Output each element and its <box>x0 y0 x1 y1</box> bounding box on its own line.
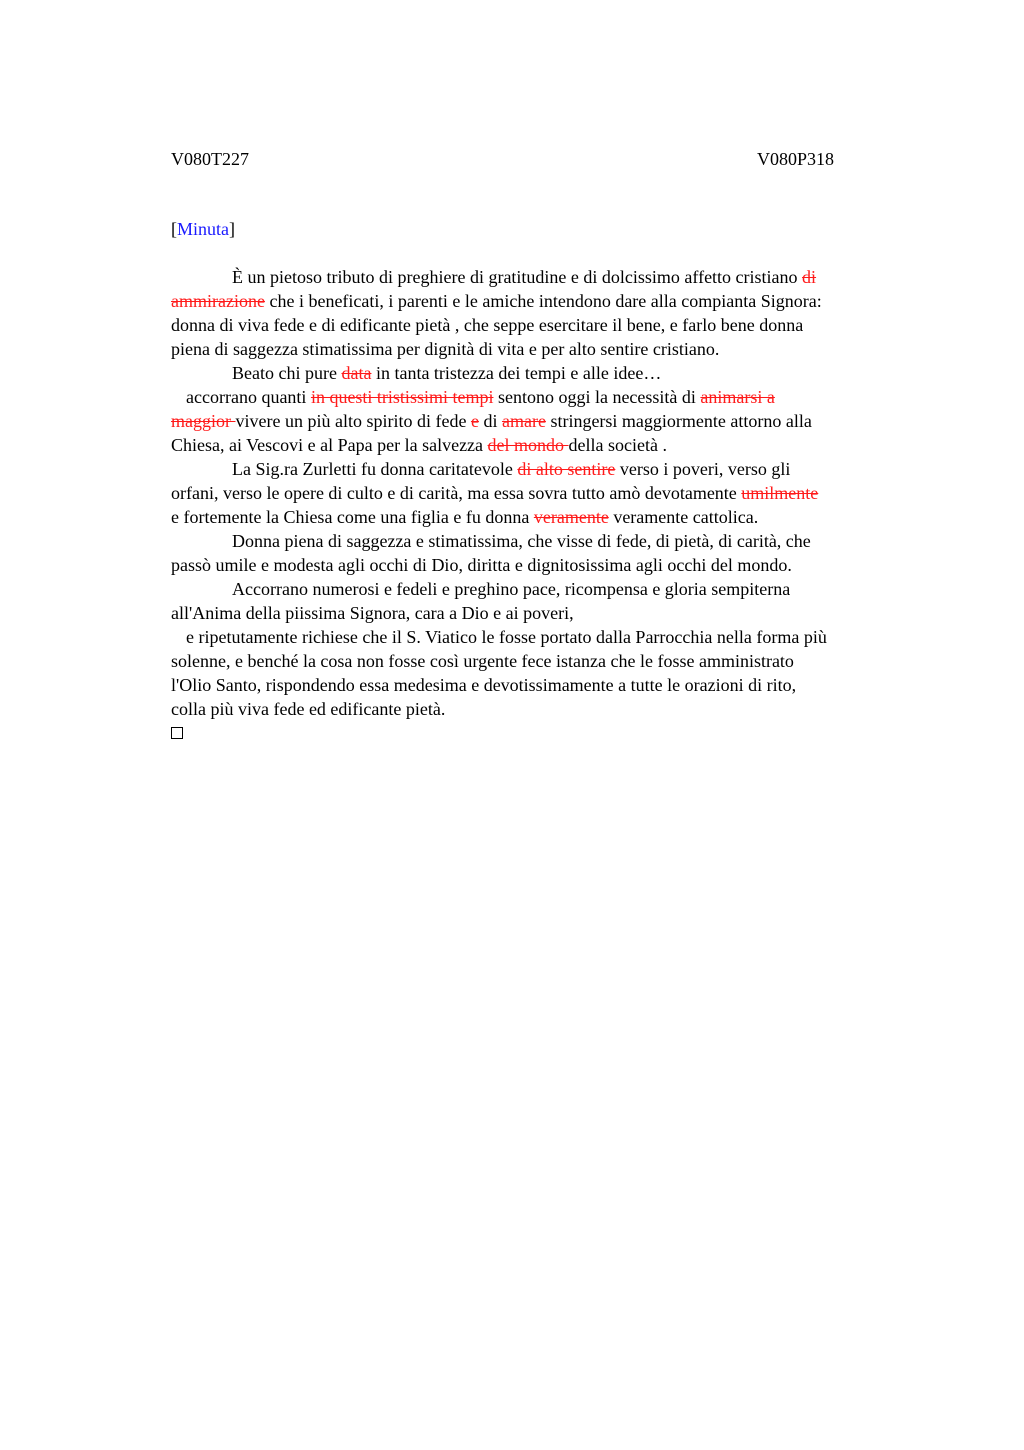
label-word: Minuta <box>177 219 229 239</box>
document-body <box>171 265 926 745</box>
text-segment: in tanta tristezza dei tempi e alle idee… <box>371 363 662 383</box>
text-segment: orfani, verso le opere di culto e di carità, ma essa sovra tutto amò devotamente <box>171 483 742 503</box>
text-segment: Beato chi pure <box>232 363 342 383</box>
deleted-text: maggior <box>171 411 236 431</box>
document-code-left: V080T227 <box>171 149 249 169</box>
end-of-document-box-icon <box>171 727 183 739</box>
label-open-bracket: [ <box>171 219 177 239</box>
text-segment: all'Anima della piissima Signora, cara a Dio e ai poveri, <box>171 603 574 623</box>
text-segment: colla più viva fede ed edificante pietà. <box>171 699 446 719</box>
document-header <box>171 147 926 171</box>
text-line <box>171 457 926 481</box>
document-code-right: V080P318 <box>757 149 835 169</box>
text-segment: stringersi maggiormente attorno alla <box>545 411 812 431</box>
text-segment: veramente cattolica. <box>608 507 759 527</box>
text-line <box>171 505 926 529</box>
deleted-text: e <box>470 411 479 431</box>
deleted-text: di <box>802 267 817 287</box>
text-segment: donna di viva fede e di edificante pietà , che seppe esercitare il bene, e farlo bene donna <box>171 315 804 335</box>
document-page <box>171 147 926 745</box>
text-line <box>171 697 926 721</box>
text-segment: e ripetutamente richiese che il S. Viatico le fosse portato dalla Parrocchia nella forma più <box>186 627 827 647</box>
text-segment: che i beneficati, i parenti e le amiche intendono dare alla compianta Signora: <box>264 291 822 311</box>
text-segment: l'Olio Santo, rispondendo essa medesima e devotissimamente a tutte le orazioni di rito, <box>171 675 797 695</box>
end-marker <box>171 721 926 745</box>
deleted-text: umilmente <box>741 483 819 503</box>
text-segment: di <box>478 411 502 431</box>
text-segment: verso i poveri, verso gli <box>615 459 791 479</box>
text-segment: accorrano quanti <box>186 387 311 407</box>
label-close-bracket: ] <box>229 219 235 239</box>
text-line <box>171 289 926 313</box>
deleted-text: in questi tristissimi tempi <box>310 387 494 407</box>
text-line <box>171 601 926 625</box>
text-line <box>171 673 926 697</box>
text-line <box>171 433 926 457</box>
text-segment: vivere un più alto spirito di fede <box>235 411 471 431</box>
text-segment: solenne, e benché la cosa non fosse così urgente fece istanza che le fosse amministrato <box>171 651 794 671</box>
deleted-text: animarsi a <box>700 387 775 407</box>
deleted-text: amare <box>501 411 546 431</box>
deleted-text: di alto sentire <box>517 459 616 479</box>
text-line <box>171 481 926 505</box>
text-line <box>171 649 926 673</box>
text-segment: piena di saggezza stimatissima per dignità di vita e per alto sentire cristiano. <box>171 339 720 359</box>
text-line <box>171 313 926 337</box>
text-segment: sentono oggi la necessità di <box>493 387 701 407</box>
text-line <box>171 385 926 409</box>
text-line <box>171 409 926 433</box>
text-line <box>171 361 926 385</box>
text-segment: e fortemente la Chiesa come una figlia e fu donna <box>171 507 534 527</box>
text-segment: È un pietoso tributo di preghiere di gratitudine e di dolcissimo affetto cristiano <box>232 267 803 287</box>
text-line <box>171 577 926 601</box>
text-segment: Chiesa, ai Vescovi e al Papa per la salvezza <box>171 435 488 455</box>
text-line <box>171 265 926 289</box>
text-segment: Donna piena di saggezza e stimatissima, che visse di fede, di pietà, di carità, che <box>232 531 811 551</box>
text-segment: Accorrano numerosi e fedeli e preghino pace, ricompensa e gloria sempiterna <box>232 579 791 599</box>
deleted-text: ammirazione <box>171 291 265 311</box>
deleted-text: veramente <box>533 507 609 527</box>
text-line <box>171 337 926 361</box>
text-segment: della società . <box>568 435 668 455</box>
draft-label <box>171 217 926 241</box>
text-segment: passò umile e modesta agli occhi di Dio, diritta e dignitosissima agli occhi del mondo. <box>171 555 792 575</box>
deleted-text: del mondo <box>487 435 569 455</box>
text-segment: La Sig.ra Zurletti fu donna caritatevole <box>232 459 518 479</box>
text-line <box>171 553 926 577</box>
text-line <box>171 625 926 649</box>
text-line <box>171 529 926 553</box>
deleted-text: data <box>341 363 372 383</box>
